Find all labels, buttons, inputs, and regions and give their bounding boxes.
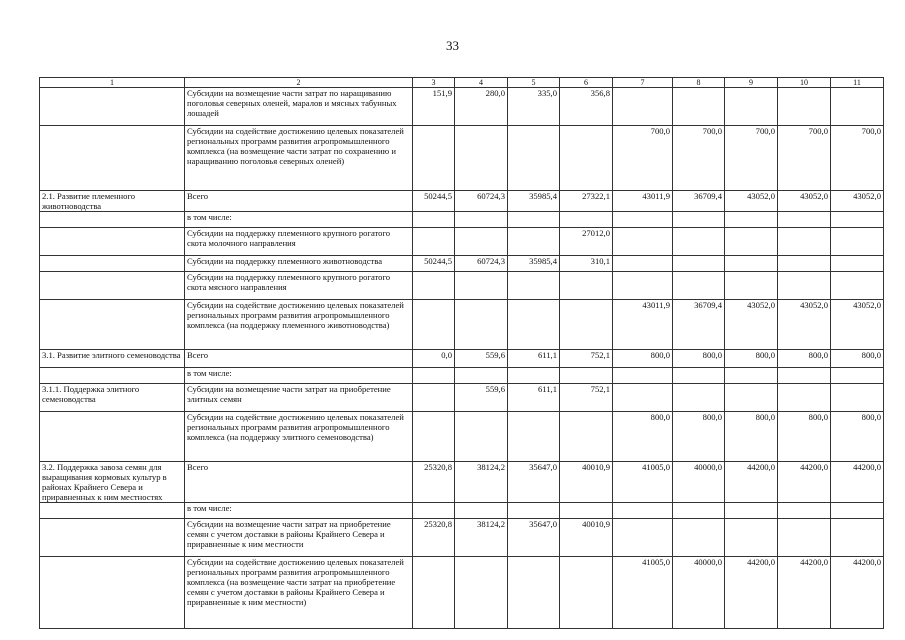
description-cell: Всего <box>185 350 413 368</box>
column-header: 10 <box>778 78 831 88</box>
value-cell: 27012,0 <box>560 228 613 256</box>
table-row <box>40 384 884 412</box>
value-cell <box>560 368 613 384</box>
value-cell <box>613 256 673 272</box>
value-cell: 43011,9 <box>613 191 673 212</box>
budget-table <box>39 77 884 629</box>
value-cell: 0,0 <box>413 350 455 368</box>
program-cell <box>40 503 185 519</box>
description-cell: Субсидии на поддержку племенного животноводства <box>185 256 413 272</box>
value-cell <box>778 519 831 557</box>
table-row <box>40 412 884 462</box>
value-cell <box>508 557 560 629</box>
program-cell <box>40 228 185 256</box>
value-cell <box>455 412 508 462</box>
program-cell: 3.1.1. Поддержка элитного семеноводства <box>40 384 185 412</box>
value-cell: 60724,3 <box>455 191 508 212</box>
description-cell: Субсидии на поддержку племенного крупного рогатого скота молочного направления <box>185 228 413 256</box>
value-cell: 280,0 <box>455 88 508 126</box>
column-header: 7 <box>613 78 673 88</box>
value-cell: 43052,0 <box>831 300 884 350</box>
value-cell: 44200,0 <box>778 557 831 629</box>
value-cell: 800,0 <box>831 350 884 368</box>
value-cell: 40010,9 <box>560 462 613 503</box>
value-cell: 559,6 <box>455 350 508 368</box>
value-cell <box>455 368 508 384</box>
value-cell <box>778 272 831 300</box>
value-cell <box>613 228 673 256</box>
value-cell: 38124,2 <box>455 519 508 557</box>
value-cell <box>413 126 455 191</box>
value-cell: 800,0 <box>613 350 673 368</box>
program-cell <box>40 126 185 191</box>
value-cell <box>778 503 831 519</box>
value-cell <box>778 88 831 126</box>
program-cell <box>40 368 185 384</box>
description-cell: Субсидии на возмещение части затрат по наращиванию поголовья северных оленей, маралов и мясных табунных лошадей <box>185 88 413 126</box>
column-header: 5 <box>508 78 560 88</box>
value-cell <box>673 384 725 412</box>
table-row <box>40 462 884 503</box>
table-row <box>40 228 884 256</box>
value-cell <box>778 368 831 384</box>
value-cell <box>725 368 778 384</box>
value-cell: 43052,0 <box>725 300 778 350</box>
description-cell: Всего <box>185 462 413 503</box>
value-cell <box>508 228 560 256</box>
value-cell <box>413 368 455 384</box>
value-cell: 44200,0 <box>831 557 884 629</box>
column-header: 2 <box>185 78 413 88</box>
program-cell <box>40 212 185 228</box>
column-header: 6 <box>560 78 613 88</box>
description-cell: Субсидии на содействие достижению целевых показателей региональных программ развития агропромышленного комплекса (на поддержку племенного животноводства) <box>185 300 413 350</box>
value-cell <box>831 519 884 557</box>
value-cell: 43052,0 <box>778 191 831 212</box>
value-cell <box>831 228 884 256</box>
value-cell: 36709,4 <box>673 300 725 350</box>
value-cell <box>673 228 725 256</box>
value-cell <box>455 212 508 228</box>
value-cell <box>508 212 560 228</box>
value-cell: 800,0 <box>778 350 831 368</box>
value-cell <box>413 503 455 519</box>
value-cell: 800,0 <box>725 350 778 368</box>
table-row <box>40 503 884 519</box>
value-cell <box>413 212 455 228</box>
value-cell <box>673 212 725 228</box>
value-cell: 800,0 <box>831 412 884 462</box>
value-cell <box>613 272 673 300</box>
table-row <box>40 88 884 126</box>
value-cell: 700,0 <box>831 126 884 191</box>
value-cell <box>673 272 725 300</box>
value-cell <box>508 412 560 462</box>
program-cell <box>40 88 185 126</box>
table-row <box>40 350 884 368</box>
value-cell: 44200,0 <box>831 462 884 503</box>
value-cell <box>778 384 831 412</box>
value-cell: 50244,5 <box>413 256 455 272</box>
value-cell <box>508 272 560 300</box>
value-cell: 50244,5 <box>413 191 455 212</box>
value-cell <box>560 300 613 350</box>
value-cell: 559,6 <box>455 384 508 412</box>
value-cell <box>778 228 831 256</box>
program-cell <box>40 557 185 629</box>
value-cell: 800,0 <box>673 350 725 368</box>
table-row <box>40 256 884 272</box>
value-cell <box>725 228 778 256</box>
page-number: 33 <box>446 38 459 53</box>
value-cell <box>725 88 778 126</box>
value-cell: 44200,0 <box>778 462 831 503</box>
value-cell <box>413 412 455 462</box>
column-header: 8 <box>673 78 725 88</box>
description-cell: Субсидии на содействие достижению целевых показателей региональных программ развития агропромышленного комплекса (на поддержку элитного семеноводства) <box>185 412 413 462</box>
value-cell: 752,1 <box>560 384 613 412</box>
value-cell: 700,0 <box>673 126 725 191</box>
value-cell: 44200,0 <box>725 557 778 629</box>
value-cell <box>831 256 884 272</box>
value-cell: 43052,0 <box>778 300 831 350</box>
value-cell <box>831 384 884 412</box>
value-cell: 36709,4 <box>673 191 725 212</box>
value-cell <box>673 256 725 272</box>
description-cell: Субсидии на возмещение части затрат на приобретение семян с учетом доставки в районы Крайнего Севера и приравненные к ним местности <box>185 519 413 557</box>
description-cell: Субсидии на поддержку племенного крупного рогатого скота мясного направления <box>185 272 413 300</box>
value-cell <box>673 503 725 519</box>
value-cell <box>413 557 455 629</box>
header-row <box>40 78 884 88</box>
value-cell: 43052,0 <box>831 191 884 212</box>
description-cell: в том числе: <box>185 368 413 384</box>
description-cell: Субсидии на содействие достижению целевых показателей региональных программ развития агропромышленного комплекса (на возмещение части затрат по сохранению и наращиванию поголовья северных оленей) <box>185 126 413 191</box>
value-cell <box>455 126 508 191</box>
value-cell: 752,1 <box>560 350 613 368</box>
program-cell <box>40 256 185 272</box>
value-cell <box>831 503 884 519</box>
value-cell <box>673 368 725 384</box>
description-cell: в том числе: <box>185 503 413 519</box>
value-cell: 700,0 <box>613 126 673 191</box>
value-cell <box>725 519 778 557</box>
value-cell: 700,0 <box>778 126 831 191</box>
value-cell <box>725 212 778 228</box>
value-cell <box>613 384 673 412</box>
program-cell: 3.2. Поддержка завоза семян для выращивания кормовых культур в районах Крайнего Севера и приравненных к ним местностях <box>40 462 185 503</box>
value-cell: 35985,4 <box>508 191 560 212</box>
value-cell <box>413 300 455 350</box>
value-cell <box>725 272 778 300</box>
description-cell: Всего <box>185 191 413 212</box>
value-cell <box>455 272 508 300</box>
description-cell: Субсидии на содействие достижению целевых показателей региональных программ развития агропромышленного комплекса (на возмещение части затрат на приобретение семян с учетом доставки в районы Крайнего Севера и приравненные к ним местности) <box>185 557 413 629</box>
value-cell <box>613 212 673 228</box>
table-row <box>40 519 884 557</box>
value-cell <box>673 88 725 126</box>
value-cell <box>413 384 455 412</box>
value-cell <box>560 412 613 462</box>
table-row <box>40 300 884 350</box>
value-cell <box>613 519 673 557</box>
value-cell: 40000,0 <box>673 557 725 629</box>
value-cell <box>560 126 613 191</box>
table-row <box>40 212 884 228</box>
value-cell: 800,0 <box>673 412 725 462</box>
table-row <box>40 126 884 191</box>
value-cell <box>778 212 831 228</box>
value-cell <box>560 212 613 228</box>
value-cell: 44200,0 <box>725 462 778 503</box>
value-cell <box>831 88 884 126</box>
value-cell <box>613 88 673 126</box>
column-header: 3 <box>413 78 455 88</box>
value-cell: 40000,0 <box>673 462 725 503</box>
table-row <box>40 368 884 384</box>
value-cell <box>508 368 560 384</box>
value-cell: 335,0 <box>508 88 560 126</box>
program-cell: 2.1. Развитие племенного животноводства <box>40 191 185 212</box>
value-cell <box>725 256 778 272</box>
column-header: 4 <box>455 78 508 88</box>
value-cell <box>413 228 455 256</box>
value-cell <box>831 272 884 300</box>
value-cell <box>455 557 508 629</box>
description-cell: в том числе: <box>185 212 413 228</box>
value-cell <box>831 368 884 384</box>
value-cell <box>831 212 884 228</box>
value-cell: 35985,4 <box>508 256 560 272</box>
value-cell: 800,0 <box>613 412 673 462</box>
value-cell <box>560 557 613 629</box>
value-cell: 38124,2 <box>455 462 508 503</box>
value-cell: 41005,0 <box>613 462 673 503</box>
value-cell <box>725 503 778 519</box>
value-cell: 800,0 <box>778 412 831 462</box>
value-cell: 800,0 <box>725 412 778 462</box>
value-cell: 151,9 <box>413 88 455 126</box>
value-cell <box>673 519 725 557</box>
value-cell <box>413 272 455 300</box>
program-cell <box>40 272 185 300</box>
program-cell: 3.1. Развитие элитного семеноводства <box>40 350 185 368</box>
program-cell <box>40 300 185 350</box>
value-cell: 35647,0 <box>508 462 560 503</box>
value-cell <box>455 300 508 350</box>
column-header: 11 <box>831 78 884 88</box>
value-cell <box>508 126 560 191</box>
value-cell: 40010,9 <box>560 519 613 557</box>
value-cell <box>725 384 778 412</box>
value-cell <box>560 272 613 300</box>
column-header: 1 <box>40 78 185 88</box>
table-row <box>40 191 884 212</box>
value-cell: 356,8 <box>560 88 613 126</box>
table-row <box>40 557 884 629</box>
table-row <box>40 272 884 300</box>
value-cell <box>508 300 560 350</box>
description-cell: Субсидии на возмещение части затрат на приобретение элитных семян <box>185 384 413 412</box>
value-cell <box>613 503 673 519</box>
value-cell: 700,0 <box>725 126 778 191</box>
value-cell: 25320,8 <box>413 519 455 557</box>
value-cell: 25320,8 <box>413 462 455 503</box>
value-cell: 611,1 <box>508 384 560 412</box>
value-cell: 41005,0 <box>613 557 673 629</box>
value-cell <box>455 228 508 256</box>
program-cell <box>40 412 185 462</box>
value-cell: 310,1 <box>560 256 613 272</box>
value-cell <box>613 368 673 384</box>
value-cell: 611,1 <box>508 350 560 368</box>
column-header: 9 <box>725 78 778 88</box>
value-cell <box>560 503 613 519</box>
value-cell: 43052,0 <box>725 191 778 212</box>
value-cell <box>455 503 508 519</box>
value-cell: 60724,3 <box>455 256 508 272</box>
value-cell <box>778 256 831 272</box>
value-cell: 43011,9 <box>613 300 673 350</box>
value-cell <box>508 503 560 519</box>
program-cell <box>40 519 185 557</box>
value-cell: 27322,1 <box>560 191 613 212</box>
value-cell: 35647,0 <box>508 519 560 557</box>
